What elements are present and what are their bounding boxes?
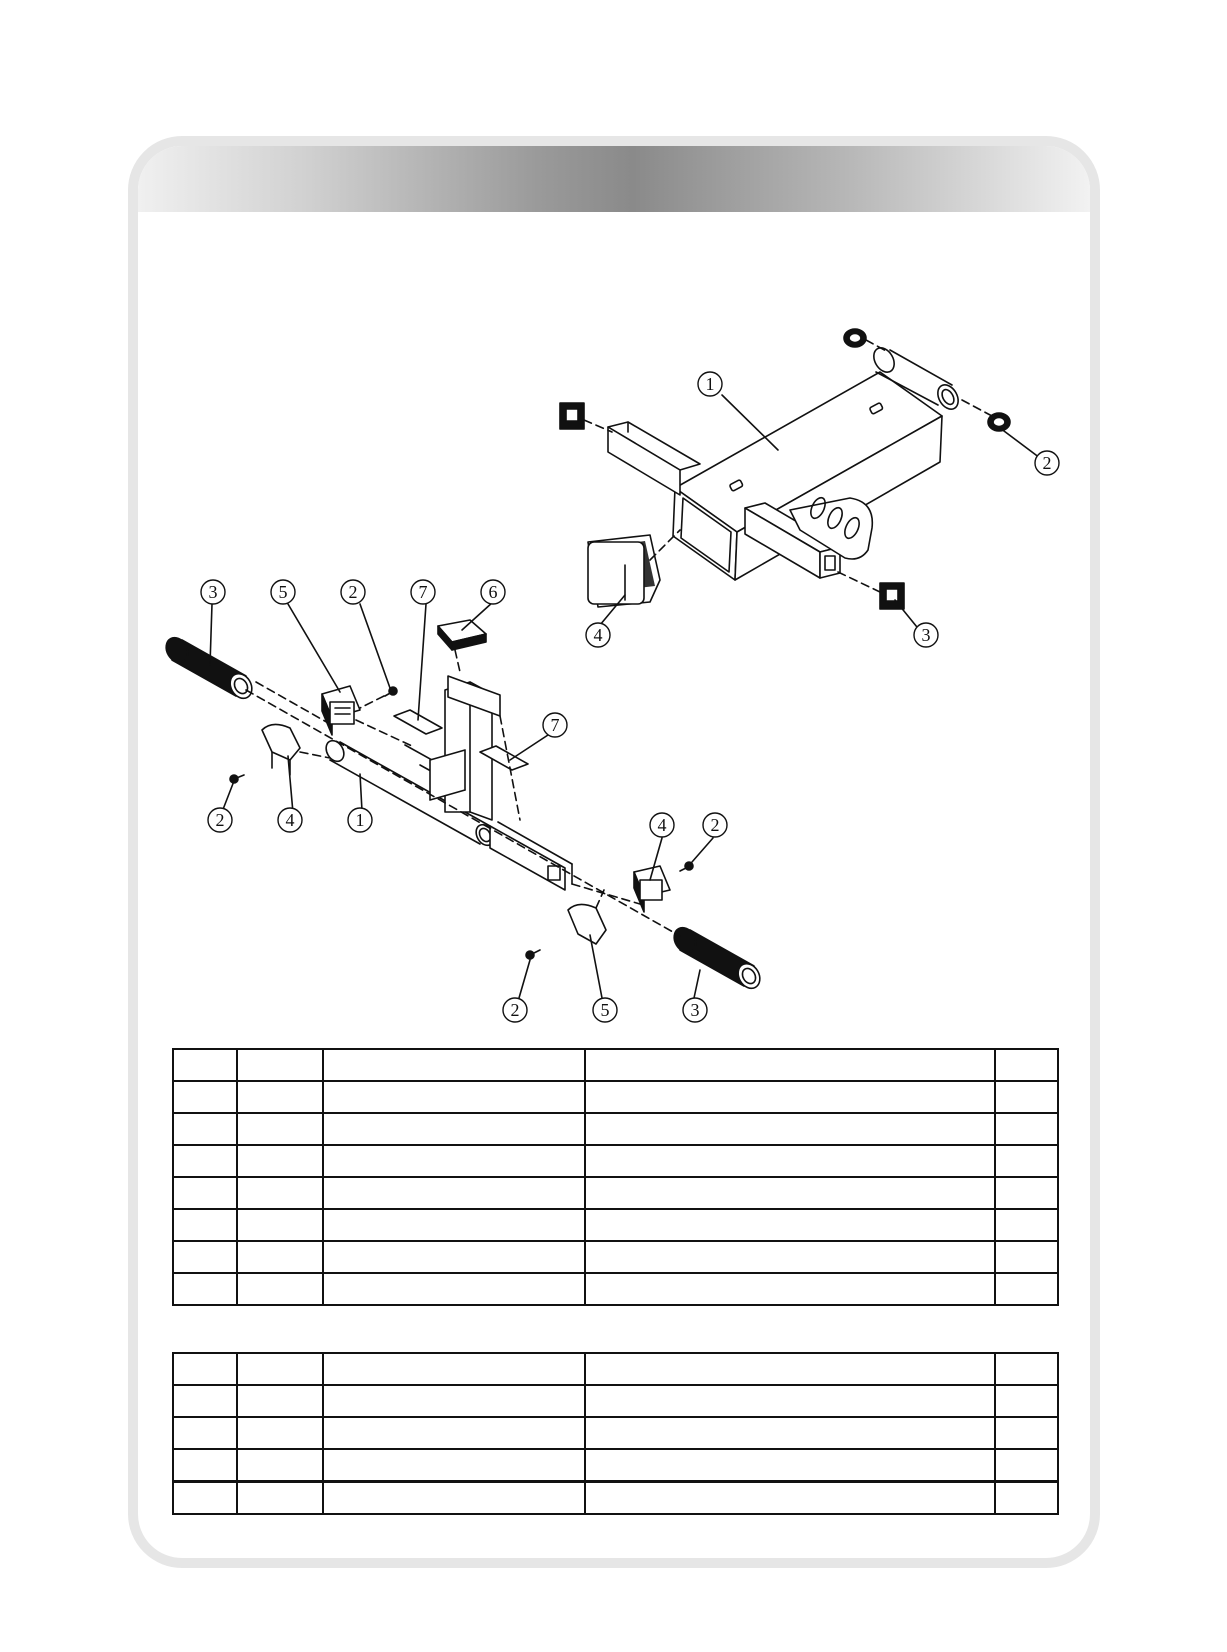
table-cell <box>173 1482 237 1515</box>
callout-label: 5 <box>278 582 288 602</box>
callout-label: 2 <box>348 582 358 602</box>
table-row <box>173 1145 1058 1177</box>
table-cell <box>995 1081 1058 1113</box>
lower-cap-6 <box>438 620 486 650</box>
callout-label: 4 <box>285 810 295 830</box>
table-cell <box>585 1209 995 1241</box>
table-row <box>173 1385 1058 1417</box>
table-cell <box>995 1145 1058 1177</box>
table-cell <box>237 1417 323 1449</box>
table-cell <box>237 1081 323 1113</box>
table-cell <box>323 1177 585 1209</box>
table-row <box>173 1241 1058 1273</box>
callout-label: 3 <box>690 1000 700 1020</box>
lower-end-cap-5-top <box>322 686 360 735</box>
table-cell <box>995 1417 1058 1449</box>
table-cell <box>585 1145 995 1177</box>
table-cell <box>323 1113 585 1145</box>
table-cell <box>323 1145 585 1177</box>
parts-table-body <box>173 1353 1058 1514</box>
table-cell <box>237 1449 323 1482</box>
table-cell <box>173 1049 237 1081</box>
table-cell <box>323 1209 585 1241</box>
table-cell <box>585 1241 995 1273</box>
parts-table-upper <box>172 1048 1059 1306</box>
table-cell <box>237 1049 323 1081</box>
table-cell <box>323 1081 585 1113</box>
table-row <box>173 1482 1058 1515</box>
lower-square-tube <box>490 822 572 890</box>
table-cell <box>995 1385 1058 1417</box>
table-cell <box>237 1482 323 1515</box>
table-cell <box>995 1177 1058 1209</box>
table-cell <box>173 1353 237 1385</box>
table-cell <box>585 1113 995 1145</box>
lower-left-grip <box>162 634 256 703</box>
callout-label: 2 <box>1042 453 1052 473</box>
table-cell <box>585 1449 995 1482</box>
table-row <box>173 1449 1058 1482</box>
table-cell <box>995 1482 1058 1515</box>
callout-label: 3 <box>208 582 218 602</box>
table-cell <box>237 1113 323 1145</box>
table-cell <box>585 1273 995 1305</box>
table-row <box>173 1273 1058 1305</box>
table-cell <box>237 1145 323 1177</box>
table-cell <box>173 1209 237 1241</box>
table-cell <box>995 1049 1058 1081</box>
callout-label: 2 <box>510 1000 520 1020</box>
callout-label: 7 <box>550 715 560 735</box>
table-cell <box>323 1482 585 1515</box>
table-cell <box>995 1273 1058 1305</box>
callout-label: 5 <box>600 1000 610 1020</box>
table-cell <box>323 1385 585 1417</box>
table-row <box>173 1049 1058 1081</box>
table-cell <box>995 1449 1058 1482</box>
table-cell <box>585 1177 995 1209</box>
lower-end-cap-5-bottom <box>568 904 606 944</box>
table-row <box>173 1353 1058 1385</box>
table-cell <box>173 1241 237 1273</box>
table-cell <box>237 1353 323 1385</box>
upper-assembly <box>560 329 1059 647</box>
callout-label: 4 <box>657 815 667 835</box>
table-cell <box>173 1081 237 1113</box>
table-cell <box>585 1417 995 1449</box>
table-cell <box>237 1273 323 1305</box>
table-cell <box>995 1353 1058 1385</box>
table-row <box>173 1081 1058 1113</box>
table-cell <box>173 1449 237 1482</box>
callout-label: 7 <box>418 582 428 602</box>
parts-table-body <box>173 1049 1058 1305</box>
callout-label: 1 <box>705 374 715 394</box>
table-cell <box>585 1353 995 1385</box>
table-cell <box>323 1273 585 1305</box>
callout-label: 4 <box>593 625 603 645</box>
table-cell <box>323 1241 585 1273</box>
table-cell <box>585 1081 995 1113</box>
table-row <box>173 1113 1058 1145</box>
table-cell <box>585 1385 995 1417</box>
parts-table-lower <box>172 1352 1059 1515</box>
lower-assembly <box>162 580 764 1022</box>
table-cell <box>173 1113 237 1145</box>
callout-label: 2 <box>710 815 720 835</box>
table-cell <box>585 1482 995 1515</box>
table-cell <box>173 1145 237 1177</box>
table-cell <box>237 1385 323 1417</box>
table-row <box>173 1177 1058 1209</box>
table-cell <box>237 1241 323 1273</box>
table-cell <box>237 1177 323 1209</box>
table-cell <box>323 1049 585 1081</box>
table-cell <box>173 1417 237 1449</box>
table-row <box>173 1417 1058 1449</box>
callout-label: 2 <box>215 810 225 830</box>
table-cell <box>173 1385 237 1417</box>
callout-label: 6 <box>488 582 498 602</box>
callout-label: 3 <box>921 625 931 645</box>
callout-label: 1 <box>355 810 365 830</box>
table-row <box>173 1209 1058 1241</box>
table-cell <box>237 1209 323 1241</box>
table-cell <box>323 1417 585 1449</box>
table-cell <box>173 1177 237 1209</box>
table-cell <box>995 1209 1058 1241</box>
lower-end-cap-4-left <box>262 724 300 775</box>
table-cell <box>585 1049 995 1081</box>
table-cell <box>323 1449 585 1482</box>
table-cell <box>995 1113 1058 1145</box>
lower-right-grip <box>670 924 764 993</box>
table-cell <box>323 1353 585 1385</box>
table-cell <box>995 1241 1058 1273</box>
table-cell <box>173 1273 237 1305</box>
